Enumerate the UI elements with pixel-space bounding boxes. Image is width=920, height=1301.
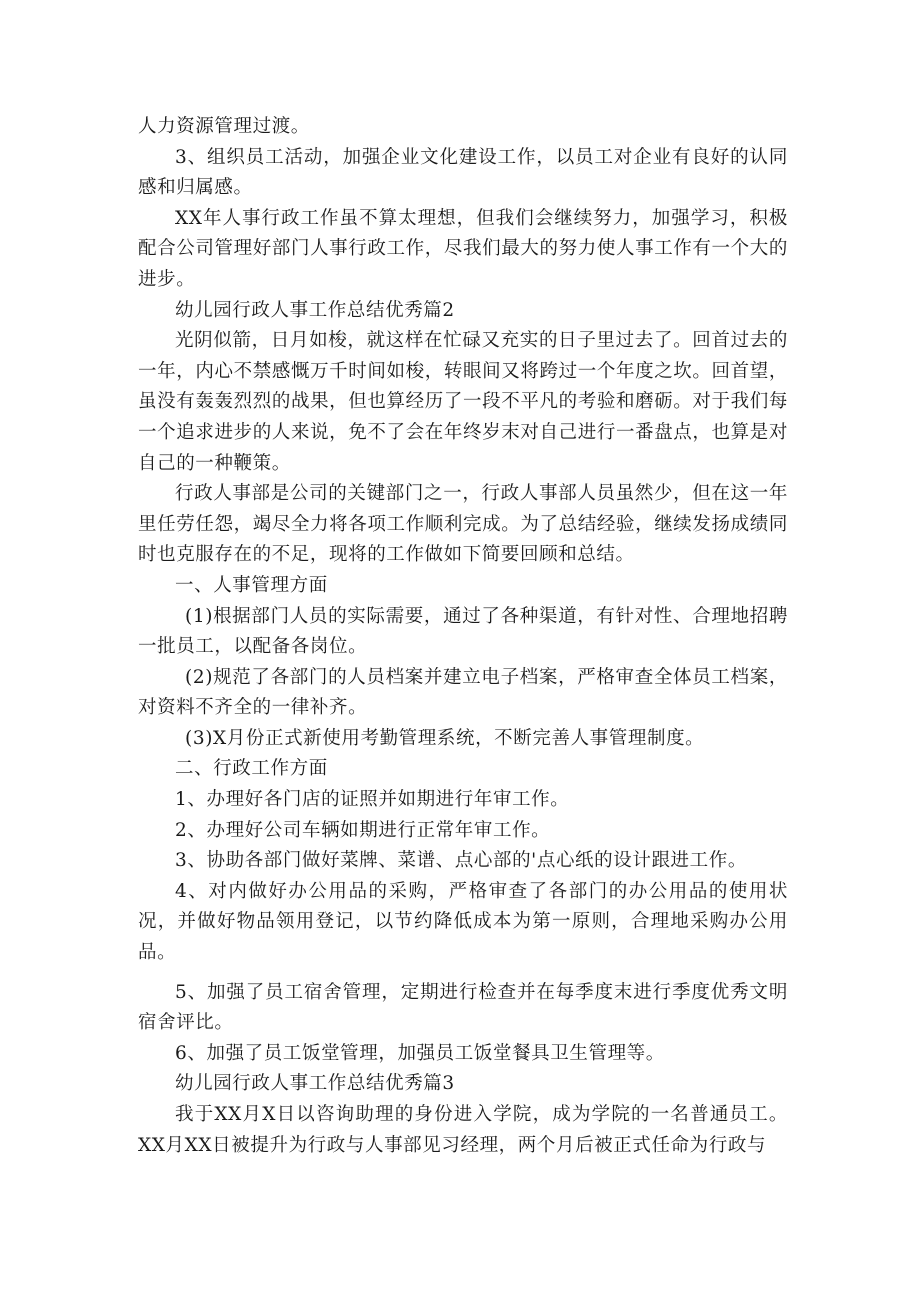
list-item: (3)X月份正式新使用考勤管理系统，不断完善人事管理制度。 <box>185 727 705 749</box>
section-heading-2: 幼儿园行政人事工作总结优秀篇2 <box>175 299 455 321</box>
paragraph-3: XX年人事行政工作虽不算太理想，但我们会继续努力，加强学习，积极配合公司管理好部门人事行政工作，尽我们最大的努力使人事工作有一个大的进步。 <box>138 207 788 290</box>
paragraph-2: 3、组织员工活动，加强企业文化建设工作，以员工对企业有良好的认同感和归属感。 <box>138 146 788 199</box>
paragraph-1: 人力资源管理过渡。 <box>138 116 310 137</box>
paragraph-5: 光阴似箭，日月如梭，就这样在忙碌又充实的日子里过去了。回首过去的一年，内心不禁感慨万千时间如梭，转眼间又将跨过一个年度之坎。回首望，虽没有轰轰烈烈的战果，但也算经历了一段不平凡的考验和磨砺。对于我们每一个追求进步的人来说，免不了会在年终岁末对自己进行一番盘点，也算是对自己的一种鞭策。 <box>138 330 788 474</box>
list-item: 6、加强了员工饭堂管理，加强员工饭堂餐具卫生管理等。 <box>175 1042 665 1064</box>
list-item: 3、协助各部门做好菜牌、菜谱、点心部的'点心纸的设计跟进工作。 <box>175 850 747 872</box>
list-item: 2、办理好公司车辆如期进行正常年审工作。 <box>175 819 551 841</box>
list-item: 4、对内做好办公用品的采购，严格审查了各部门的办公用品的使用状况，并做好物品领用登记，以节约降低成本为第一原则，合理地采购办公用品。 <box>138 880 788 964</box>
list-item: 1、办理好各门店的证照并如期进行年审工作。 <box>175 789 570 811</box>
subheading-admin: 二、行政工作方面 <box>175 758 328 780</box>
paragraph-6: 行政人事部是公司的关键部门之一，行政人事部人员虽然少，但在这一年里任劳任怨，竭尽全力将各项工作顺利完成。为了总结经验，继续发扬成绩同时也克服存在的不足，现将的工作做如下简要回顾和总结。 <box>138 483 788 566</box>
subheading-personnel: 一、人事管理方面 <box>175 574 328 596</box>
section-heading-3: 幼儿园行政人事工作总结优秀篇3 <box>175 1073 455 1095</box>
list-item: (2)规范了各部门的人员档案并建立电子档案，严格审查全体员工档案，对资料不齐全的一律补齐。 <box>138 666 788 719</box>
document-body <box>138 112 788 1161</box>
paragraph-19: 我于XX月X日以咨询助理的身份进入学院，成为学院的一名普通员工。XX月XX日被提升为行政与人事部见习经理，两个月后被正式任命为行政与 <box>138 1104 788 1156</box>
list-item: 5、加强了员工宿舍管理，定期进行检查并在每季度末进行季度优秀文明宿舍评比。 <box>138 981 788 1034</box>
list-item: (1)根据部门人员的实际需要，通过了各种渠道，有针对性、合理地招聘一批员工，以配备各岗位。 <box>138 605 788 658</box>
